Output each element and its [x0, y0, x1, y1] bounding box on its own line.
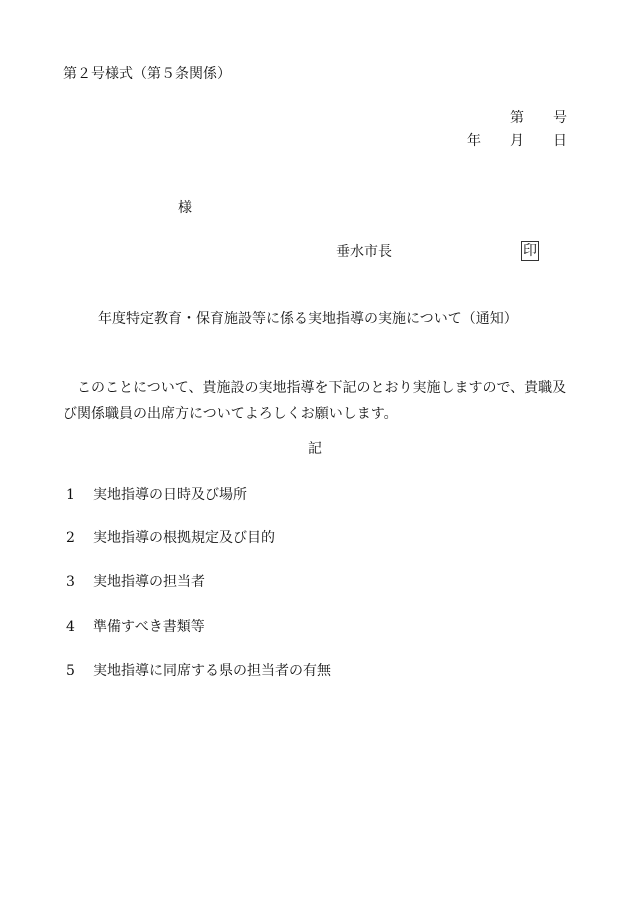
- list-item-text: 実地指導の担当者: [93, 574, 205, 590]
- list-item: [66, 531, 275, 545]
- list-item: [66, 664, 331, 678]
- list-item-text: 実地指導の根拠規定及び目的: [93, 530, 275, 546]
- seal-mark: 印: [523, 243, 537, 259]
- list-item-number: 4: [66, 619, 75, 635]
- list-item-number: 2: [66, 530, 75, 546]
- list-item-text: 実地指導の日時及び場所: [93, 487, 247, 503]
- list-item: [66, 575, 205, 589]
- list-item-text: 実地指導に同席する県の担当者の有無: [93, 663, 331, 679]
- list-item: [66, 488, 247, 502]
- sender-name: 垂水市長: [336, 244, 392, 260]
- form-label: 第２号様式（第５条関係）: [63, 66, 231, 82]
- date-year-label: 年: [467, 133, 481, 149]
- addressee-suffix: 様: [178, 200, 192, 216]
- date-day-label: 日: [553, 133, 567, 149]
- ki-heading: 記: [308, 441, 322, 457]
- document-number-go: 号: [553, 110, 567, 126]
- body-paragraph: このことについて、貴施設の実地指導を下記のとおり実施しますので、貴職及び関係職員の出席方についてよろしくお願いします。: [63, 380, 567, 422]
- list-item: [66, 620, 205, 634]
- document-number-dai: 第: [510, 110, 524, 126]
- date-month-label: 月: [510, 133, 524, 149]
- list-item-number: 3: [66, 574, 75, 590]
- document-title: 年度特定教育・保育施設等に係る実地指導の実施について（通知）: [98, 311, 518, 327]
- list-item-text: 準備すべき書類等: [93, 619, 205, 635]
- list-item-number: 1: [66, 487, 75, 503]
- list-item-number: 5: [66, 663, 75, 679]
